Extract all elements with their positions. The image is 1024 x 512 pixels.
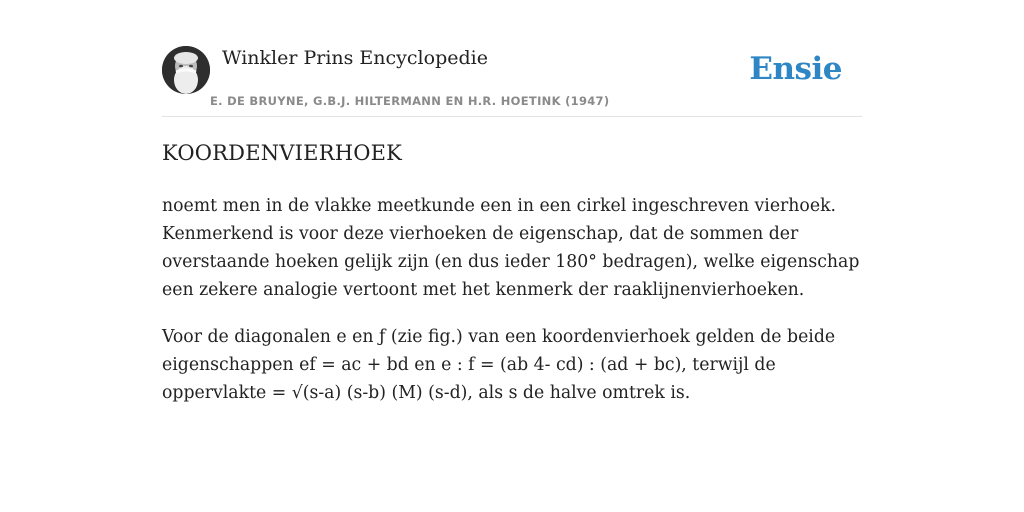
article-paragraph: noemt men in de vlakke meetkunde een in een cirkel ingeschreven vierhoek. Kenmerkend is voor deze vierhoeken de eigenschap, dat de sommen der overstaande hoeken gelijk zijn (en dus ieder 180° bedragen), welke eigenschap een zekere analogie vertoont met het kenmerk der raaklijnenvierhoeken. (162, 196, 860, 300)
article-body (162, 192, 868, 426)
source-title[interactable]: Winkler Prins Encyclopedie (222, 47, 488, 69)
author-portrait (162, 46, 210, 94)
ensie-logo[interactable]: Ensie (749, 51, 842, 87)
article-headword: KOORDENVIERHOEK (162, 141, 403, 165)
portrait-image (162, 46, 210, 94)
authors-line: E. DE BRUYNE, G.B.J. HILTERMANN EN H.R. HOETINK (1947) (210, 94, 610, 108)
article-paragraph: Voor de diagonalen e en ƒ (zie fig.) van een koordenvierhoek gelden de beide eigenschappen ef = ac + bd en e : f = (ab 4- cd) : (ad + bc), terwijl de oppervlakte = √(s-a) (s-b) (M) (s-d), als s de halve omtrek is. (162, 327, 836, 403)
source-header (162, 46, 862, 117)
